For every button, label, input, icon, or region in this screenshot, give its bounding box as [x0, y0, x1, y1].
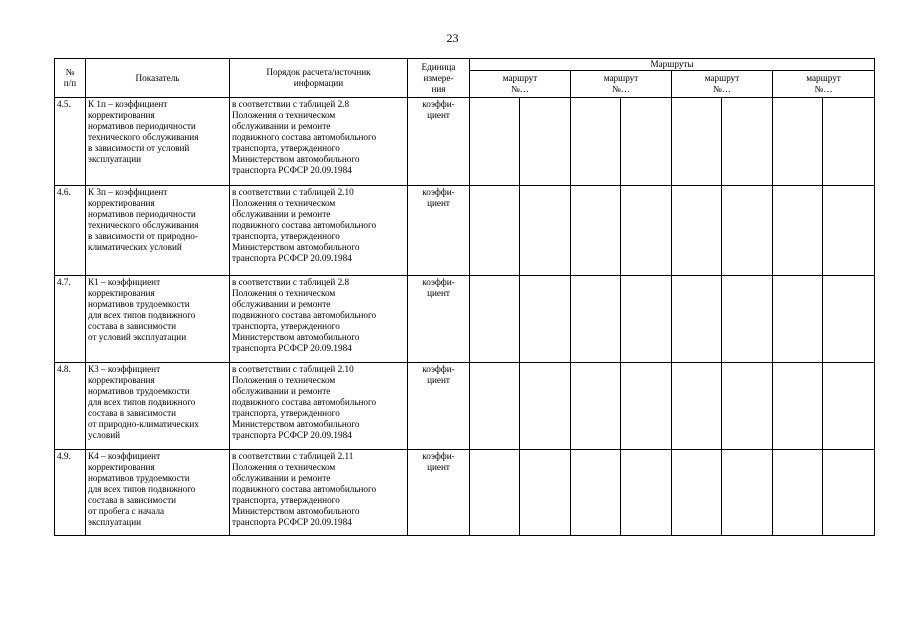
route-value-cell[interactable]	[470, 98, 520, 186]
source-cell: в соответствии с таблицей 2.10 Положения о техническом обслуживании и ремонте подвижного состава автомобильного транспорта, утвержденного Министерством автомобильного транспорта РСФСР 20.09.1984	[230, 186, 408, 276]
route-value-cell[interactable]	[773, 450, 823, 536]
indicator-cell: К 3п – коэффициент корректирования нормативов периодичности технического обслуживания в зависимости от природно- климатических условий	[86, 186, 230, 276]
table-row	[55, 186, 875, 276]
route-value-cell[interactable]	[672, 186, 722, 276]
route-value-cell[interactable]	[470, 276, 520, 363]
header-num: № п/п	[55, 59, 86, 98]
header-indicator: Показатель	[86, 59, 230, 98]
route-value-cell[interactable]	[470, 186, 520, 276]
route-value-cell[interactable]	[621, 98, 672, 186]
route-value-cell[interactable]	[520, 363, 571, 450]
unit-cell: коэффи- циент	[408, 363, 470, 450]
route-value-cell[interactable]	[520, 186, 571, 276]
route-value-cell[interactable]	[621, 186, 672, 276]
route-value-cell[interactable]	[773, 276, 823, 363]
route-value-cell[interactable]	[672, 450, 722, 536]
indicator-cell: К1 – коэффициент корректирования нормативов трудоемкости для всех типов подвижного состава в зависимости от условий эксплуатации	[86, 276, 230, 363]
header-route-2: маршрут №…	[571, 71, 672, 98]
route-value-cell[interactable]	[470, 363, 520, 450]
table-row	[55, 363, 875, 450]
route-value-cell[interactable]	[520, 98, 571, 186]
route-value-cell[interactable]	[672, 98, 722, 186]
route-value-cell[interactable]	[823, 98, 875, 186]
route-value-cell[interactable]	[520, 276, 571, 363]
route-value-cell[interactable]	[773, 98, 823, 186]
unit-cell: коэффи- циент	[408, 186, 470, 276]
indicator-cell: К4 – коэффициент корректирования нормативов трудоемкости для всех типов подвижного состава в зависимости от пробега с начала эксплуатации	[86, 450, 230, 536]
route-value-cell[interactable]	[621, 450, 672, 536]
route-value-cell[interactable]	[470, 450, 520, 536]
source-cell: в соответствии с таблицей 2.8 Положения о техническом обслуживании и ремонте подвижного состава автомобильного транспорта, утвержденного Министерством автомобильного транспорта РСФСР 20.09.1984	[230, 98, 408, 186]
table-row	[55, 98, 875, 186]
header-route-4: маршрут №…	[773, 71, 875, 98]
route-value-cell[interactable]	[571, 98, 621, 186]
source-cell: в соответствии с таблицей 2.10 Положения о техническом обслуживании и ремонте подвижного состава автомобильного транспорта, утвержденного Министерством автомобильного транспорта РСФСР 20.09.1984	[230, 363, 408, 450]
table-row	[55, 450, 875, 536]
route-value-cell[interactable]	[722, 276, 773, 363]
route-value-cell[interactable]	[571, 363, 621, 450]
header-unit: Единица измере- ния	[408, 59, 470, 98]
header-route-3: маршрут №…	[672, 71, 773, 98]
unit-cell: коэффи- циент	[408, 450, 470, 536]
route-value-cell[interactable]	[722, 98, 773, 186]
table-row	[55, 276, 875, 363]
route-value-cell[interactable]	[823, 276, 875, 363]
route-value-cell[interactable]	[773, 363, 823, 450]
header-route-1: маршрут №…	[470, 71, 571, 98]
page-number: 23	[446, 31, 459, 45]
route-value-cell[interactable]	[722, 363, 773, 450]
row-number: 4.8.	[55, 363, 86, 450]
source-cell: в соответствии с таблицей 2.11 Положения о техническом обслуживании и ремонте подвижного состава автомобильного транспорта, утвержденного Министерством автомобильного транспорта РСФСР 20.09.1984	[230, 450, 408, 536]
route-value-cell[interactable]	[621, 276, 672, 363]
route-value-cell[interactable]	[621, 363, 672, 450]
row-number: 4.9.	[55, 450, 86, 536]
routes-table	[54, 58, 875, 536]
indicator-cell: К3 – коэффициент корректирования нормативов трудоемкости для всех типов подвижного состава в зависимости от природно-климатических условий	[86, 363, 230, 450]
route-value-cell[interactable]	[571, 276, 621, 363]
indicator-cell: К 1п – коэффициент корректирования нормативов периодичности технического обслуживания в зависимости от условий эксплуатации	[86, 98, 230, 186]
source-cell: в соответствии с таблицей 2.8 Положения о техническом обслуживании и ремонте подвижного состава автомобильного транспорта, утвержденного Министерством автомобильного транспорта РСФСР 20.09.1984	[230, 276, 408, 363]
route-value-cell[interactable]	[722, 186, 773, 276]
route-value-cell[interactable]	[672, 363, 722, 450]
row-number: 4.7.	[55, 276, 86, 363]
route-value-cell[interactable]	[571, 450, 621, 536]
route-value-cell[interactable]	[773, 186, 823, 276]
route-value-cell[interactable]	[672, 276, 722, 363]
header-source: Порядок расчета/источник информации	[230, 59, 408, 98]
route-value-cell[interactable]	[722, 450, 773, 536]
unit-cell: коэффи- циент	[408, 276, 470, 363]
route-value-cell[interactable]	[823, 363, 875, 450]
route-value-cell[interactable]	[520, 450, 571, 536]
unit-cell: коэффи- циент	[408, 98, 470, 186]
route-value-cell[interactable]	[823, 450, 875, 536]
header-routes: Маршруты	[470, 59, 875, 71]
row-number: 4.5.	[55, 98, 86, 186]
route-value-cell[interactable]	[571, 186, 621, 276]
route-value-cell[interactable]	[823, 186, 875, 276]
row-number: 4.6.	[55, 186, 86, 276]
